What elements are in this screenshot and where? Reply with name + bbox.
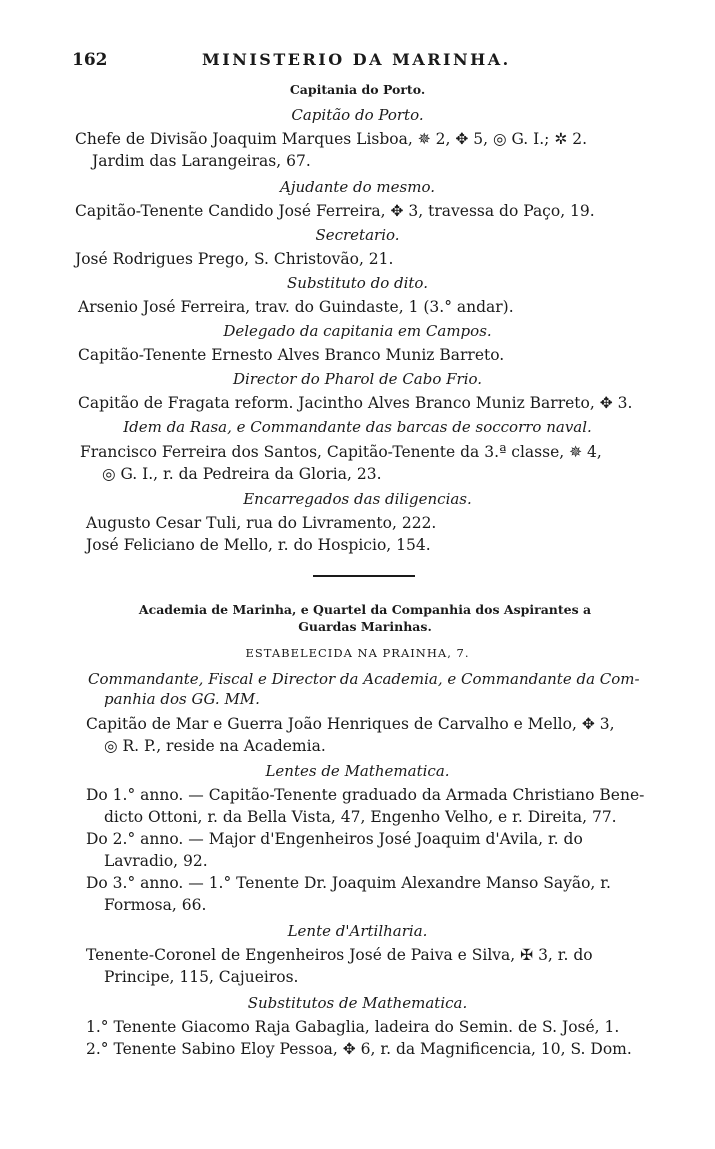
entry-line: Do 3.° anno. — 1.° Tenente Dr. Joaquim Alexandre Manso Sayão, r. xyxy=(86,874,611,892)
entry-line: José Rodrigues Prego, S. Christovão, 21. xyxy=(75,250,394,268)
establishment-line: ESTABELECIDA NA PRAINHA, 7. xyxy=(245,646,470,660)
section-divider xyxy=(313,575,415,577)
page-number: 162 xyxy=(72,50,108,70)
heading-line: Guardas Marinhas. xyxy=(298,619,432,634)
entry-line: 1.° Tenente Giacomo Raja Gabaglia, ladeira do Semin. de S. José, 1. xyxy=(86,1018,620,1036)
entry-line: Francisco Ferreira dos Santos, Capitão-Tenente da 3.ª classe, ✵ 4, xyxy=(80,443,602,461)
entry-line: Do 1.° anno. — Capitão-Tenente graduado da Armada Christiano Bene- xyxy=(86,786,645,804)
section-heading-academia xyxy=(90,601,640,635)
role-heading: Ajudante do mesmo. xyxy=(280,178,435,196)
entry-line: Augusto Cesar Tuli, rua do Livramento, 222. xyxy=(86,514,437,532)
entry-line: Lavradio, 92. xyxy=(104,852,208,870)
entry-line: ◎ R. P., reside na Academia. xyxy=(104,737,326,755)
role-heading: Secretario. xyxy=(315,226,400,244)
entry-line: Capitão-Tenente Candido José Ferreira, ✥ 3, travessa do Paço, 19. xyxy=(75,202,595,220)
running-head: MINISTERIO DA MARINHA. xyxy=(202,50,511,69)
entry-line: Capitão-Tenente Ernesto Alves Branco Muniz Barreto. xyxy=(78,346,505,364)
role-heading: panhia dos GG. MM. xyxy=(104,690,260,708)
heading-line: Academia de Marinha, e Quartel da Companhia dos Aspirantes a xyxy=(138,602,592,617)
entry-line: Capitão de Fragata reform. Jacintho Alves Branco Muniz Barreto, ✥ 3. xyxy=(78,394,633,412)
section-heading-capitania: Capitania do Porto. xyxy=(289,82,426,97)
entry-line: Do 2.° anno. — Major d'Engenheiros José Joaquim d'Avila, r. do xyxy=(86,830,583,848)
entry-line: Capitão de Mar e Guerra João Henriques de Carvalho e Mello, ✥ 3, xyxy=(86,715,615,733)
entry-line: Formosa, 66. xyxy=(104,896,207,914)
entry-line: ◎ G. I., r. da Pedreira da Gloria, 23. xyxy=(102,465,382,483)
entry-line: 2.° Tenente Sabino Eloy Pessoa, ✥ 6, r. da Magnificencia, 10, S. Dom. xyxy=(86,1040,632,1058)
role-heading: Substituto do dito. xyxy=(287,274,428,292)
role-heading: Commandante, Fiscal e Director da Academia, e Commandante da Com- xyxy=(88,670,640,688)
entry-line: Tenente-Coronel de Engenheiros José de Paiva e Silva, ✠ 3, r. do xyxy=(86,946,593,964)
role-heading: Lentes de Mathematica. xyxy=(265,762,450,780)
role-heading: Substitutos de Mathematica. xyxy=(247,994,468,1012)
role-heading: Delegado da capitania em Campos. xyxy=(223,322,492,340)
entry-line: Principe, 115, Cajueiros. xyxy=(104,968,299,986)
role-heading: Encarregados das diligencias. xyxy=(243,490,472,508)
entry-line: Arsenio José Ferreira, trav. do Guindaste, 1 (3.° andar). xyxy=(78,298,514,316)
role-heading: Lente d'Artilharia. xyxy=(287,922,428,940)
page-header xyxy=(72,50,672,74)
entry-line: Jardim das Larangeiras, 67. xyxy=(92,152,311,170)
entry-line: dicto Ottoni, r. da Bella Vista, 47, Engenho Velho, e r. Direita, 77. xyxy=(104,808,617,826)
role-heading: Director do Pharol de Cabo Frio. xyxy=(232,370,483,388)
role-heading: Idem da Rasa, e Commandante das barcas de soccorro naval. xyxy=(123,418,592,436)
entry-line: José Feliciano de Mello, r. do Hospicio, 154. xyxy=(86,536,431,554)
entry-line: Chefe de Divisão Joaquim Marques Lisboa, ✵ 2, ✥ 5, ◎ G. I.; ✲ 2. xyxy=(75,130,588,148)
role-heading: Capitão do Porto. xyxy=(291,106,424,124)
